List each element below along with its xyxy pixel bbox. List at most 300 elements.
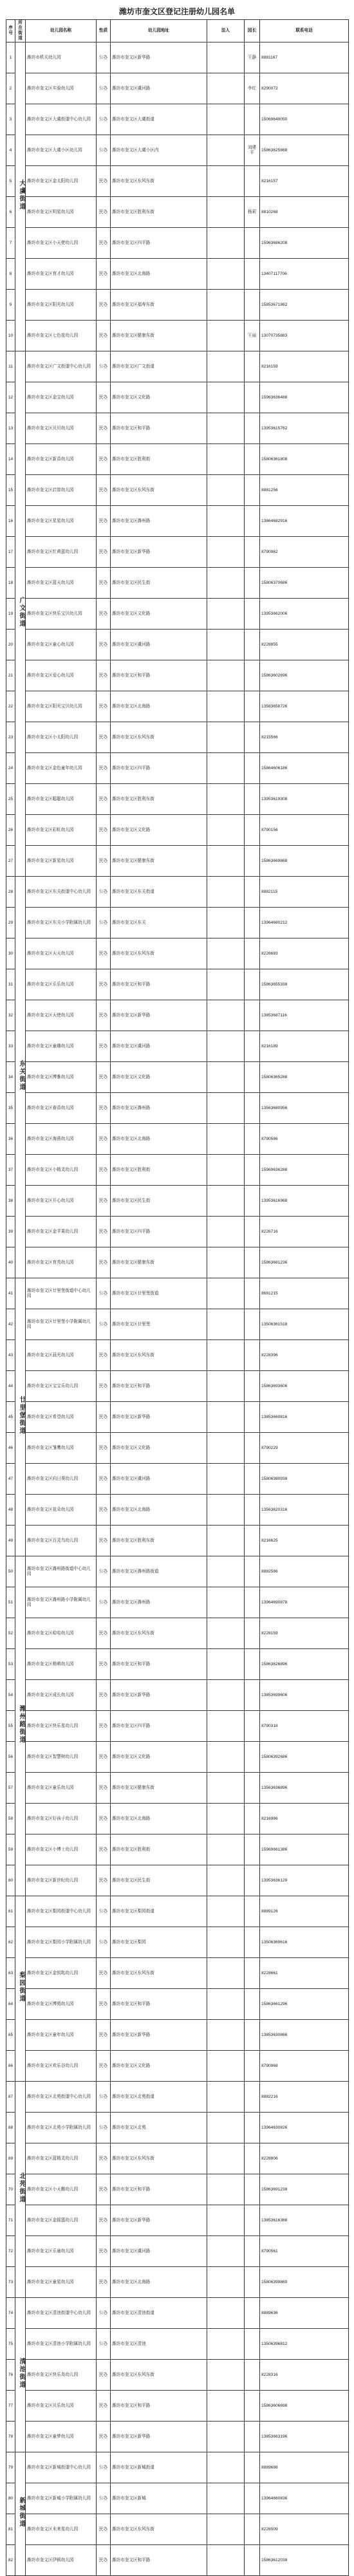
cell-legal bbox=[207, 2236, 245, 2267]
cell-nature: 民办 bbox=[97, 2545, 111, 2576]
cell-no: 21 bbox=[6, 660, 15, 691]
cell-legal bbox=[207, 691, 245, 722]
cell-no: 51 bbox=[6, 1587, 15, 1618]
cell-no: 69 bbox=[6, 2143, 15, 2174]
cell-phone: 15864606186 bbox=[260, 753, 349, 784]
cell-name: 潍坊市奎文区金钥匙幼儿园 bbox=[26, 1958, 97, 1989]
cell-legal bbox=[207, 444, 245, 475]
table-row bbox=[6, 630, 349, 660]
cell-name: 潍坊市奎文区童趣幼儿园 bbox=[26, 1031, 97, 1062]
cell-principal bbox=[245, 1742, 260, 1773]
cell-name: 潍坊市奎文区梨园小学附属幼儿园 bbox=[26, 1927, 97, 1958]
cell-legal bbox=[207, 2391, 245, 2422]
cell-phone: 13853687116 bbox=[260, 1000, 349, 1031]
cell-principal bbox=[245, 1804, 260, 1834]
cell-nature: 公办 bbox=[97, 73, 111, 104]
cell-nature: 民办 bbox=[97, 321, 111, 351]
cell-address: 潍坊市奎文区潍州路街道 bbox=[111, 1556, 207, 1587]
table-row bbox=[6, 197, 349, 228]
cell-legal bbox=[207, 1495, 245, 1526]
cell-no: 54 bbox=[6, 1680, 15, 1711]
cell-legal bbox=[207, 197, 245, 228]
cell-no: 29 bbox=[6, 908, 15, 938]
table-row bbox=[6, 1804, 349, 1834]
cell-address: 潍坊市奎文区清池街道 bbox=[111, 2298, 207, 2329]
cell-legal bbox=[207, 290, 245, 321]
table-row bbox=[6, 568, 349, 599]
cell-principal bbox=[245, 1526, 260, 1556]
cell-principal bbox=[245, 351, 260, 382]
cell-name: 潍坊市奎文区清池小学附属幼儿园 bbox=[26, 2329, 97, 2360]
cell-nature: 民办 bbox=[97, 1124, 111, 1155]
cell-legal bbox=[207, 1618, 245, 1649]
cell-principal bbox=[245, 2298, 260, 2329]
cell-phone: 8228509 bbox=[260, 2514, 349, 2545]
cell-name: 潍坊市奎文区童乐幼儿园 bbox=[26, 1773, 97, 1804]
cell-name: 潍坊市奎文区未来星幼儿园 bbox=[26, 2514, 97, 2545]
cell-name: 潍坊市奎文区七色花幼儿园 bbox=[26, 321, 97, 351]
table-body bbox=[6, 42, 349, 2576]
cell-principal bbox=[245, 1340, 260, 1371]
cell-legal bbox=[207, 2514, 245, 2545]
cell-principal bbox=[245, 1093, 260, 1124]
cell-nature: 民办 bbox=[97, 1865, 111, 1896]
cell-no: 36 bbox=[6, 1124, 15, 1155]
table-row bbox=[6, 2298, 349, 2329]
cell-address: 潍坊市奎文区北苑 bbox=[111, 2113, 207, 2143]
cell-phone: 15863625868 bbox=[260, 135, 349, 166]
cell-address: 潍坊市奎文区文化路 bbox=[111, 1433, 207, 1464]
cell-phone: 15806370686 bbox=[260, 568, 349, 599]
cell-legal bbox=[207, 2483, 245, 2514]
cell-legal bbox=[207, 1834, 245, 1865]
cell-nature: 公办 bbox=[97, 1278, 111, 1309]
cell-name: 潍坊市奎文区春苗幼儿园 bbox=[26, 1093, 97, 1124]
cell-address: 潍坊市奎文区新华路 bbox=[111, 42, 207, 73]
street-label: 新城街道 bbox=[18, 2497, 25, 2528]
cell-nature: 民办 bbox=[97, 1000, 111, 1031]
cell-phone: 8290072 bbox=[260, 73, 349, 104]
cell-address: 潍坊市奎文区胜利东街 bbox=[111, 784, 207, 815]
cell-phone: 8226683 bbox=[260, 938, 349, 969]
cell-nature: 民办 bbox=[97, 691, 111, 722]
cell-phone: 13563620316 bbox=[260, 1495, 349, 1526]
cell-address: 潍坊市奎文区四平路 bbox=[111, 1711, 207, 1742]
cell-legal bbox=[207, 1371, 245, 1402]
header-legal: 法人 bbox=[207, 20, 245, 42]
table-row bbox=[6, 784, 349, 815]
cell-no: 22 bbox=[6, 691, 15, 722]
cell-nature: 民办 bbox=[97, 2514, 111, 2545]
table-row bbox=[6, 1649, 349, 1680]
table-row bbox=[6, 2113, 349, 2143]
table-row bbox=[6, 2020, 349, 2051]
cell-nature: 民办 bbox=[97, 969, 111, 1000]
street-label: 北苑街道 bbox=[18, 2172, 25, 2203]
cell-name: 潍坊市奎文区晨光幼儿园 bbox=[26, 1340, 97, 1371]
table-row bbox=[6, 938, 349, 969]
cell-no: 14 bbox=[6, 444, 15, 475]
cell-principal bbox=[245, 908, 260, 938]
cell-nature: 民办 bbox=[97, 846, 111, 877]
cell-phone: 15806361808 bbox=[260, 444, 349, 475]
cell-phone: 8228806 bbox=[260, 2143, 349, 2174]
cell-principal bbox=[245, 506, 260, 537]
cell-principal bbox=[245, 599, 260, 630]
cell-name: 潍坊市奎文区红黄蓝幼儿园 bbox=[26, 537, 97, 568]
cell-no: 16 bbox=[6, 506, 15, 537]
cell-phone: 15969636288 bbox=[260, 1155, 349, 1186]
cell-legal bbox=[207, 599, 245, 630]
cell-legal bbox=[207, 2360, 245, 2391]
cell-no: 41 bbox=[6, 1278, 15, 1309]
document bbox=[6, 0, 348, 2576]
cell-principal bbox=[245, 2360, 260, 2391]
cell-nature: 民办 bbox=[97, 1804, 111, 1834]
cell-address: 潍坊市奎文区和平路 bbox=[111, 2391, 207, 2422]
table-row bbox=[6, 1340, 349, 1371]
cell-name: 潍坊市奎文区广文街道中心幼儿园 bbox=[26, 351, 97, 382]
cell-principal bbox=[245, 2545, 260, 2576]
table-row bbox=[6, 2360, 349, 2391]
cell-legal bbox=[207, 815, 245, 846]
cell-phone: 13583658726 bbox=[260, 691, 349, 722]
cell-nature: 民办 bbox=[97, 444, 111, 475]
cell-name: 潍坊市奎文区阳光宝贝幼儿园 bbox=[26, 691, 97, 722]
cell-address: 潍坊市奎文区虞河路 bbox=[111, 73, 207, 104]
cell-nature: 民办 bbox=[97, 660, 111, 691]
table-row bbox=[6, 1834, 349, 1865]
cell-no: 66 bbox=[6, 2051, 15, 2082]
cell-phone: 15806399869 bbox=[260, 2267, 349, 2298]
cell-no: 5 bbox=[6, 166, 15, 197]
cell-principal bbox=[245, 1927, 260, 1958]
cell-legal bbox=[207, 73, 245, 104]
cell-address: 潍坊市奎文区东风东街 bbox=[111, 1618, 207, 1649]
cell-legal bbox=[207, 1340, 245, 1371]
cell-address: 潍坊市奎文区梨园街道 bbox=[111, 1896, 207, 1927]
cell-nature: 公办 bbox=[97, 2483, 111, 2514]
cell-no: 72 bbox=[6, 2236, 15, 2267]
cell-phone: 13853660816 bbox=[260, 1402, 349, 1433]
cell-phone: 8882115 bbox=[260, 877, 349, 908]
table-row bbox=[6, 1309, 349, 1340]
cell-legal bbox=[207, 1247, 245, 1278]
cell-principal bbox=[245, 382, 260, 413]
cell-nature: 民办 bbox=[97, 166, 111, 197]
cell-legal bbox=[207, 568, 245, 599]
cell-principal bbox=[245, 1309, 260, 1340]
cell-no: 27 bbox=[6, 846, 15, 877]
cell-name: 潍坊市奎文区博苑幼儿园 bbox=[26, 1989, 97, 2020]
cell-street bbox=[15, 2082, 26, 2298]
cell-name: 潍坊市奎文区伊顿幼儿园 bbox=[26, 2545, 97, 2576]
table-row bbox=[6, 2267, 349, 2298]
cell-no: 58 bbox=[6, 1804, 15, 1834]
cell-principal bbox=[245, 2205, 260, 2236]
cell-phone: 13070735883 bbox=[260, 321, 349, 351]
cell-legal bbox=[207, 475, 245, 506]
cell-address: 潍坊市奎文区虞河路 bbox=[111, 1031, 207, 1062]
cell-phone: 15853671862 bbox=[260, 290, 349, 321]
cell-address: 潍坊市奎文区文化路 bbox=[111, 1742, 207, 1773]
cell-principal: 王丽 bbox=[245, 321, 260, 351]
table-row bbox=[6, 1093, 349, 1124]
cell-address: 潍坊市奎文区大虞小区内 bbox=[111, 135, 207, 166]
cell-nature: 民办 bbox=[97, 413, 111, 444]
cell-nature: 公办 bbox=[97, 1587, 111, 1618]
cell-legal bbox=[207, 1804, 245, 1834]
cell-legal bbox=[207, 1402, 245, 1433]
table-row bbox=[6, 1247, 349, 1278]
cell-no: 11 bbox=[6, 351, 15, 382]
cell-principal bbox=[245, 2020, 260, 2051]
cell-name: 潍坊市奎文区智慧树幼儿园 bbox=[26, 1742, 97, 1773]
cell-no: 50 bbox=[6, 1556, 15, 1587]
cell-name: 潍坊市奎文区小博士幼儿园 bbox=[26, 1834, 97, 1865]
cell-phone: 13964690878 bbox=[260, 1587, 349, 1618]
street-label: 大虞街道 bbox=[18, 180, 25, 210]
cell-phone: 8228855 bbox=[260, 630, 349, 660]
cell-principal bbox=[245, 2174, 260, 2205]
cell-legal bbox=[207, 1927, 245, 1958]
cell-no: 37 bbox=[6, 1155, 15, 1186]
cell-nature: 民办 bbox=[97, 506, 111, 537]
table-row bbox=[6, 1865, 349, 1896]
cell-phone: 15863626896 bbox=[260, 1649, 349, 1680]
cell-legal bbox=[207, 166, 245, 197]
cell-legal bbox=[207, 382, 245, 413]
cell-no: 7 bbox=[6, 228, 15, 259]
cell-nature: 民办 bbox=[97, 290, 111, 321]
cell-name: 潍坊市奎文区贝乐幼儿园 bbox=[26, 2391, 97, 2422]
table-row bbox=[6, 1186, 349, 1217]
cell-principal bbox=[245, 1958, 260, 1989]
document-title: 潍坊市奎文区登记注册幼儿园名单 bbox=[118, 7, 235, 16]
cell-principal bbox=[245, 259, 260, 290]
table-row bbox=[6, 2422, 349, 2452]
cell-legal bbox=[207, 1031, 245, 1062]
cell-nature: 民办 bbox=[97, 1247, 111, 1278]
cell-nature: 民办 bbox=[97, 1062, 111, 1093]
table-row bbox=[6, 2143, 349, 2174]
cell-principal bbox=[245, 1217, 260, 1247]
cell-name: 潍坊市奎文区北苑街道中心幼儿园 bbox=[26, 2082, 97, 2113]
cell-nature: 民办 bbox=[97, 2391, 111, 2422]
cell-address: 潍坊市奎文区北海路 bbox=[111, 1124, 207, 1155]
cell-phone: 8216986 bbox=[260, 1804, 349, 1834]
cell-no: 56 bbox=[6, 1742, 15, 1773]
cell-address: 潍坊市奎文区健康东街 bbox=[111, 321, 207, 351]
cell-no: 80 bbox=[6, 2483, 15, 2514]
cell-principal bbox=[245, 1371, 260, 1402]
cell-no: 47 bbox=[6, 1464, 15, 1495]
cell-address: 潍坊市奎文区胜利东街 bbox=[111, 197, 207, 228]
cell-principal: 王静 bbox=[245, 42, 260, 73]
cell-nature: 公办 bbox=[97, 2452, 111, 2483]
cell-nature: 民办 bbox=[97, 1433, 111, 1464]
cell-principal bbox=[245, 290, 260, 321]
cell-no: 20 bbox=[6, 630, 15, 660]
table-row bbox=[6, 42, 349, 73]
cell-address: 潍坊市奎文区四平路 bbox=[111, 228, 207, 259]
cell-phone: 15863693606 bbox=[260, 1371, 349, 1402]
cell-no: 26 bbox=[6, 815, 15, 846]
cell-principal bbox=[245, 228, 260, 259]
cell-legal bbox=[207, 753, 245, 784]
cell-no: 33 bbox=[6, 1031, 15, 1062]
cell-legal bbox=[207, 1587, 245, 1618]
cell-nature: 民办 bbox=[97, 938, 111, 969]
cell-legal bbox=[207, 2174, 245, 2205]
cell-phone: 8215566 bbox=[260, 722, 349, 753]
table-row bbox=[6, 73, 349, 104]
cell-principal bbox=[245, 2051, 260, 2082]
table-row bbox=[6, 1773, 349, 1804]
cell-legal bbox=[207, 1649, 245, 1680]
cell-phone: 15069649050 bbox=[260, 104, 349, 135]
cell-legal bbox=[207, 2422, 245, 2452]
cell-nature: 民办 bbox=[97, 1680, 111, 1711]
table-row bbox=[6, 969, 349, 1000]
cell-address: 潍坊市奎文区北海路 bbox=[111, 2267, 207, 2298]
table-row bbox=[6, 2514, 349, 2545]
cell-nature: 民办 bbox=[97, 722, 111, 753]
cell-address: 潍坊市奎文区文化路 bbox=[111, 1062, 207, 1093]
cell-no: 44 bbox=[6, 1371, 15, 1402]
cell-address: 潍坊市奎文区虞河路 bbox=[111, 1464, 207, 1495]
cell-phone: 8216189 bbox=[260, 1031, 349, 1062]
cell-legal bbox=[207, 135, 245, 166]
cell-address: 潍坊市奎文区文化路 bbox=[111, 815, 207, 846]
cell-legal bbox=[207, 537, 245, 568]
cell-name: 潍坊市奎文区童梦幼儿园 bbox=[26, 2422, 97, 2452]
table-row bbox=[6, 1526, 349, 1556]
cell-legal bbox=[207, 846, 245, 877]
cell-name: 潍坊市奎文区小天使幼儿园 bbox=[26, 228, 97, 259]
cell-nature: 公办 bbox=[97, 42, 111, 73]
cell-nature: 公办 bbox=[97, 104, 111, 135]
cell-name: 潍坊市奎文区博雅幼儿园 bbox=[26, 1062, 97, 1093]
table-row bbox=[6, 1618, 349, 1649]
cell-phone: 13964630826 bbox=[260, 2113, 349, 2143]
cell-principal bbox=[245, 1556, 260, 1587]
table-row bbox=[6, 908, 349, 938]
cell-address: 潍坊市奎文区广文街道 bbox=[111, 351, 207, 382]
cell-principal: 刘建平 bbox=[245, 135, 260, 166]
cell-phone: 15963636488 bbox=[260, 382, 349, 413]
cell-address: 潍坊市奎文区四平路 bbox=[111, 1217, 207, 1247]
cell-legal bbox=[207, 2113, 245, 2143]
cell-phone: 8226716 bbox=[260, 1217, 349, 1247]
cell-principal bbox=[245, 1680, 260, 1711]
cell-name: 潍坊市奎文区小精灵幼儿园 bbox=[26, 1155, 97, 1186]
cell-principal bbox=[245, 2143, 260, 2174]
cell-address: 潍坊市奎文区清池 bbox=[111, 2329, 207, 2360]
cell-phone: 13953615762 bbox=[260, 413, 349, 444]
cell-phone: 8216625 bbox=[260, 1526, 349, 1556]
cell-address: 潍坊市奎文区东风东街 bbox=[111, 1958, 207, 1989]
cell-principal bbox=[245, 1711, 260, 1742]
cell-address: 潍坊市奎文区胜利街 bbox=[111, 444, 207, 475]
cell-no: 43 bbox=[6, 1340, 15, 1371]
cell-address: 潍坊市奎文区和平路 bbox=[111, 660, 207, 691]
cell-no: 62 bbox=[6, 1927, 15, 1958]
cell-principal bbox=[245, 815, 260, 846]
cell-street bbox=[15, 1278, 26, 1556]
table-row bbox=[6, 1958, 349, 1989]
cell-phone: 8889636 bbox=[260, 2298, 349, 2329]
cell-phone: 15863669868 bbox=[260, 846, 349, 877]
cell-legal bbox=[207, 722, 245, 753]
cell-address: 潍坊市奎文区东关 bbox=[111, 908, 207, 938]
table-row bbox=[6, 753, 349, 784]
cell-no: 52 bbox=[6, 1618, 15, 1649]
table-row bbox=[6, 2329, 349, 2360]
cell-nature: 公办 bbox=[97, 908, 111, 938]
cell-principal bbox=[245, 784, 260, 815]
cell-nature: 民办 bbox=[97, 753, 111, 784]
cell-legal bbox=[207, 938, 245, 969]
cell-nature: 公办 bbox=[97, 351, 111, 382]
cell-phone: 8228396 bbox=[260, 1340, 349, 1371]
table-row bbox=[6, 1433, 349, 1464]
street-label: 梨园街道 bbox=[18, 1972, 25, 2002]
table-row bbox=[6, 1031, 349, 1062]
cell-name: 潍坊市奎文区清池街道中心幼儿园 bbox=[26, 2298, 97, 2329]
cell-nature: 民办 bbox=[97, 1464, 111, 1495]
cell-phone: 8228661 bbox=[260, 1958, 349, 1989]
cell-no: 3 bbox=[6, 104, 15, 135]
table-row bbox=[6, 815, 349, 846]
cell-principal bbox=[245, 1649, 260, 1680]
cell-name: 潍坊市奎文区蓝精灵幼儿园 bbox=[26, 2143, 97, 2174]
cell-nature: 公办 bbox=[97, 2298, 111, 2329]
table-row bbox=[6, 1896, 349, 1927]
cell-name: 潍坊市奎文区天天幼儿园 bbox=[26, 938, 97, 969]
cell-nature: 民办 bbox=[97, 1340, 111, 1371]
cell-name: 潍坊市奎文区雏鹰幼儿园 bbox=[26, 1433, 97, 1464]
table-row bbox=[6, 2174, 349, 2205]
cell-phone: 13563636896 bbox=[260, 1773, 349, 1804]
cell-nature: 民办 bbox=[97, 1711, 111, 1742]
table-row bbox=[6, 444, 349, 475]
cell-no: 23 bbox=[6, 722, 15, 753]
cell-nature: 民办 bbox=[97, 1217, 111, 1247]
cell-name: 潍坊市奎文区天使幼儿园 bbox=[26, 1000, 97, 1031]
cell-phone: 8882586 bbox=[260, 1556, 349, 1587]
cell-address: 潍坊市奎文区新城街道 bbox=[111, 2452, 207, 2483]
table-row bbox=[6, 135, 349, 166]
cell-name: 潍坊市奎文区成长幼儿园 bbox=[26, 1680, 97, 1711]
cell-no: 68 bbox=[6, 2113, 15, 2143]
cell-name: 潍坊市奎文区新城街道中心幼儿园 bbox=[26, 2452, 97, 2483]
cell-no: 25 bbox=[6, 784, 15, 815]
cell-legal bbox=[207, 969, 245, 1000]
cell-legal bbox=[207, 1989, 245, 2020]
cell-no: 75 bbox=[6, 2329, 15, 2360]
cell-address: 潍坊市奎文区东风东街 bbox=[111, 2360, 207, 2391]
cell-legal bbox=[207, 1093, 245, 1124]
cell-legal bbox=[207, 1680, 245, 1711]
cell-legal bbox=[207, 1309, 245, 1340]
cell-principal bbox=[245, 1278, 260, 1309]
table-row bbox=[6, 537, 349, 568]
cell-address: 潍坊市奎文区潍州路 bbox=[111, 1093, 207, 1124]
cell-address: 潍坊市奎文区和平路 bbox=[111, 1371, 207, 1402]
cell-address: 潍坊市奎文区和平路 bbox=[111, 2545, 207, 2576]
cell-phone: 13506361518 bbox=[260, 1309, 349, 1340]
